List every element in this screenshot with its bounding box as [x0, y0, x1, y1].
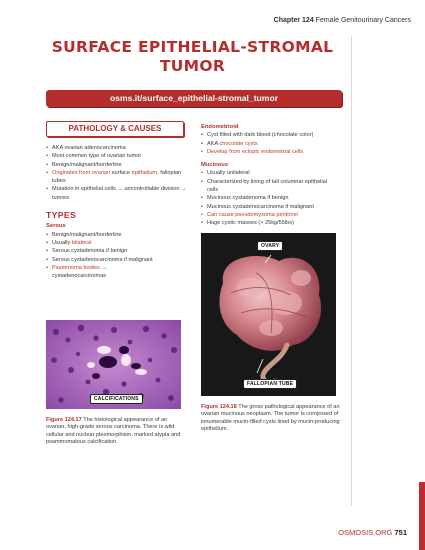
- serous-list: [46, 231, 196, 281]
- list-item: [46, 264, 162, 281]
- list-item: • Develop from ectopic endometrial cells: [201, 148, 346, 156]
- list-item: • Serous cystadenocarcinoma if malignant: [46, 256, 196, 264]
- fallopian-tube-label: FALLOPIAN TUBE: [243, 379, 297, 389]
- origin-mid: surface: [110, 169, 132, 176]
- mucinous-list: [201, 169, 346, 227]
- list-item: • Can cause pseudomyxoma peritonei: [201, 211, 346, 219]
- list-item: • Huge cystic masses (> 25kg/55lbs): [201, 219, 346, 227]
- figure-number: Figure 124.18: [201, 404, 237, 410]
- calcifications-label: CALCIFICATIONS: [90, 394, 143, 404]
- subheading-mucinous: Mucinous: [201, 162, 229, 169]
- figure-124-17-caption: [46, 417, 181, 447]
- list-item: • Mucinous cystadenoma if benign: [201, 194, 346, 202]
- left-column: [46, 144, 196, 280]
- caption-text: The histological appearance of an ovarian, high-grade serous carcinoma. There is wild cellular and nuclear pleomorphism, marked atypia and psammomatous calcification.: [46, 417, 181, 446]
- list-item: • Most common type of ovarian tumor: [46, 152, 196, 160]
- right-column: [201, 123, 346, 228]
- list-item: • AKA ovarian adenocarcinoma: [46, 144, 196, 152]
- caption-text: The gross pathological appearance of an ovarian mucinous neoplasm. The tumor is composed of innumerable mucin-filled cysts lined by mucin-producing epithelium.: [201, 404, 340, 433]
- list-item: • Usually unilateral: [201, 169, 346, 177]
- list-item: [201, 140, 346, 148]
- subheading-endometrioid: Endometrioid: [201, 124, 239, 130]
- list-item: • Characterized by lining of tall columnar epithelial cells: [201, 178, 332, 195]
- bilateral-highlight: bilateral: [71, 239, 92, 246]
- site-name: OSMOSIS.ORG: [338, 528, 393, 537]
- origin-highlight-2: epithelium: [131, 169, 158, 176]
- list-item: • Cyst filled with dark blood (chocolate color): [201, 131, 346, 139]
- origin-tail: , fallopian tubes: [52, 169, 182, 185]
- ovary-label: OVARY: [257, 241, 283, 251]
- page-title: [40, 38, 345, 76]
- list-item: • Serous cystadenoma if benign: [46, 247, 196, 255]
- osmosis-link[interactable]: osms.it/surface_epithelial-stromal_tumor: [46, 90, 342, 107]
- page-edge-tab: [419, 482, 425, 550]
- title-line-1: SURFACE EPITHELIAL-STROMAL: [51, 38, 334, 56]
- chapter-number: Chapter 124: [273, 17, 314, 24]
- column-divider: [351, 36, 352, 506]
- aka-highlight: chocolate cysts: [219, 140, 258, 147]
- subheading-serous: Serous: [46, 223, 66, 230]
- origin-highlight: Originates from ovarian: [52, 169, 111, 176]
- gross-specimen-image: [201, 233, 336, 396]
- section-heading-types: TYPES: [46, 210, 77, 221]
- list-item: [46, 169, 196, 186]
- aka-pre: AKA: [207, 140, 220, 147]
- figure-number: Figure 124.17: [46, 417, 82, 423]
- section-heading-pathology: PATHOLOGY & CAUSES: [46, 121, 184, 137]
- list-item: • Benign/malignant/borderline: [46, 231, 196, 239]
- list-item: • Benign/malignant/borderline: [46, 161, 196, 169]
- figure-124-18-caption: [201, 404, 341, 434]
- psammoma-highlight: Psammoma bodies: [52, 264, 100, 271]
- list-item: • Mucinous cystadenocarcinoma if malignant: [201, 203, 346, 211]
- page-number: 751: [394, 528, 407, 537]
- chapter-title: Female Genitourinary Cancers: [315, 17, 411, 24]
- histology-image: [46, 320, 181, 409]
- page-footer: [338, 528, 407, 537]
- pathology-list: [46, 144, 196, 202]
- endometrioid-list: [201, 131, 346, 156]
- list-item: [46, 239, 196, 247]
- bilateral-pre: Usually: [52, 239, 72, 246]
- list-item: • Mutation in epithelial cells → uncontrollable division → tumors: [46, 185, 196, 202]
- psammoma-tail: → cystadenocarcinomas: [52, 264, 108, 280]
- specimen-picture: [201, 233, 336, 396]
- running-header: [274, 17, 411, 24]
- title-line-2: TUMOR: [159, 57, 226, 75]
